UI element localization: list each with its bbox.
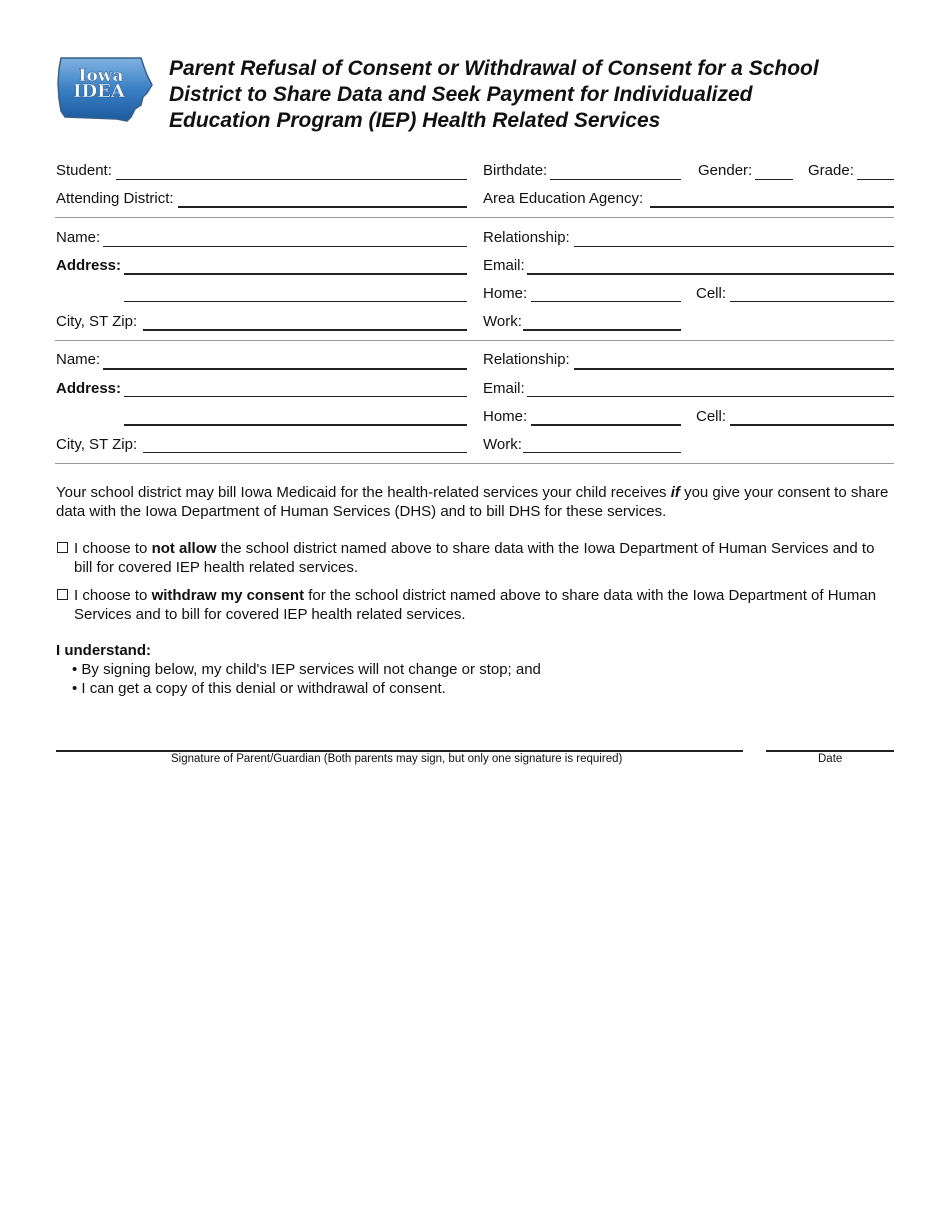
understand-bullet-1: • By signing below, my child's IEP services will not change or stop; and bbox=[72, 661, 541, 678]
grade-input[interactable] bbox=[857, 179, 894, 180]
opt1-post: the school district named above to share data with the Iowa Department of Human Services and to bill for covered IEP health related services. bbox=[74, 540, 875, 576]
attending-district-input[interactable] bbox=[178, 206, 467, 208]
intro-paragraph bbox=[56, 483, 896, 521]
parent2-name-input[interactable] bbox=[103, 368, 467, 370]
parent2-home-label: Home: bbox=[483, 408, 528, 425]
gender-input[interactable] bbox=[755, 179, 793, 180]
withdraw-consent-option-text bbox=[74, 586, 884, 624]
signature-line[interactable] bbox=[56, 750, 743, 752]
parent1-work-input[interactable] bbox=[523, 329, 681, 331]
intro-text-1: Your school district may bill Iowa Medicaid for the health-related services your child receives bbox=[56, 484, 671, 501]
intro-text-2: you give your consent to share data with the Iowa Department of Human Services (DHS) and to bill DHS for these services. bbox=[56, 484, 889, 520]
parent1-address-input-2[interactable] bbox=[124, 301, 467, 302]
gender-label: Gender: bbox=[698, 162, 753, 179]
understand-bullet-2: • I can get a copy of this denial or withdrawal of consent. bbox=[72, 680, 446, 697]
opt1-bold: not allow bbox=[151, 540, 217, 557]
student-input[interactable] bbox=[116, 179, 467, 180]
parent1-name-label: Name: bbox=[56, 229, 101, 246]
parent1-relationship-label: Relationship: bbox=[483, 229, 570, 246]
parent2-city-label: City, ST Zip: bbox=[56, 436, 138, 453]
section-divider-3 bbox=[55, 463, 894, 464]
parent2-email-input[interactable] bbox=[527, 396, 894, 397]
parent1-work-label: Work: bbox=[483, 313, 522, 330]
parent2-address-input-2[interactable] bbox=[124, 424, 467, 426]
birthdate-label: Birthdate: bbox=[483, 162, 548, 179]
title-line-3: Education Program (IEP) Health Related Services bbox=[169, 109, 661, 132]
aea-label: Area Education Agency: bbox=[483, 190, 644, 207]
parent2-cell-label: Cell: bbox=[696, 408, 727, 425]
parent1-email-label: Email: bbox=[483, 257, 525, 274]
parent2-address-label: Address: bbox=[56, 380, 122, 397]
not-allow-option-text bbox=[74, 539, 884, 577]
parent2-address-input-1[interactable] bbox=[124, 396, 467, 397]
opt2-pre: I choose to bbox=[74, 587, 152, 604]
aea-input[interactable] bbox=[650, 206, 894, 208]
opt2-bold: withdraw my consent bbox=[151, 587, 305, 604]
signature-label: Signature of Parent/Guardian (Both parents may sign, but only one signature is required) bbox=[171, 753, 623, 765]
parent1-name-input[interactable] bbox=[103, 246, 467, 247]
attending-district-label: Attending District: bbox=[56, 190, 174, 207]
parent1-city-label: City, ST Zip: bbox=[56, 313, 138, 330]
not-allow-checkbox[interactable] bbox=[57, 542, 68, 553]
student-label: Student: bbox=[56, 162, 112, 179]
logo-word-idea: IDEA bbox=[73, 81, 125, 102]
opt2-post: for the school district named above to share data with the Iowa Department of Human Services and to bill for covered IEP health related services. bbox=[74, 587, 877, 623]
parent2-city-input[interactable] bbox=[143, 452, 467, 453]
parent2-work-label: Work: bbox=[483, 436, 522, 453]
title-line-2: District to Share Data and Seek Payment for Individualized bbox=[169, 83, 753, 106]
parent1-home-label: Home: bbox=[483, 285, 528, 302]
parent1-home-input[interactable] bbox=[531, 301, 681, 302]
date-label: Date bbox=[818, 753, 843, 765]
parent1-relationship-input[interactable] bbox=[574, 246, 894, 247]
section-divider-1 bbox=[55, 217, 894, 218]
parent2-work-input[interactable] bbox=[523, 452, 681, 453]
parent1-cell-input[interactable] bbox=[730, 301, 894, 302]
opt1-pre: I choose to bbox=[74, 540, 152, 557]
parent1-email-input[interactable] bbox=[527, 273, 894, 275]
understand-heading: I understand: bbox=[56, 642, 152, 659]
parent2-home-input[interactable] bbox=[531, 424, 681, 426]
withdraw-consent-checkbox[interactable] bbox=[57, 589, 68, 600]
birthdate-input[interactable] bbox=[550, 179, 681, 180]
grade-label: Grade: bbox=[808, 162, 854, 179]
parent1-cell-label: Cell: bbox=[696, 285, 727, 302]
iowa-idea-logo bbox=[55, 55, 153, 123]
parent2-email-label: Email: bbox=[483, 380, 525, 397]
parent2-cell-input[interactable] bbox=[730, 424, 894, 426]
logo-word-iowa: Iowa bbox=[78, 66, 124, 86]
intro-emphasis: if bbox=[670, 484, 680, 501]
parent1-city-input[interactable] bbox=[143, 329, 467, 331]
parent1-address-input-1[interactable] bbox=[124, 273, 467, 275]
section-divider-2 bbox=[55, 340, 894, 341]
parent1-address-label: Address: bbox=[56, 257, 122, 274]
parent2-name-label: Name: bbox=[56, 351, 101, 368]
parent2-relationship-input[interactable] bbox=[574, 368, 894, 370]
date-line[interactable] bbox=[766, 750, 894, 752]
form-title bbox=[169, 56, 909, 134]
parent2-relationship-label: Relationship: bbox=[483, 351, 570, 368]
title-line-1: Parent Refusal of Consent or Withdrawal of Consent for a School bbox=[169, 57, 819, 80]
